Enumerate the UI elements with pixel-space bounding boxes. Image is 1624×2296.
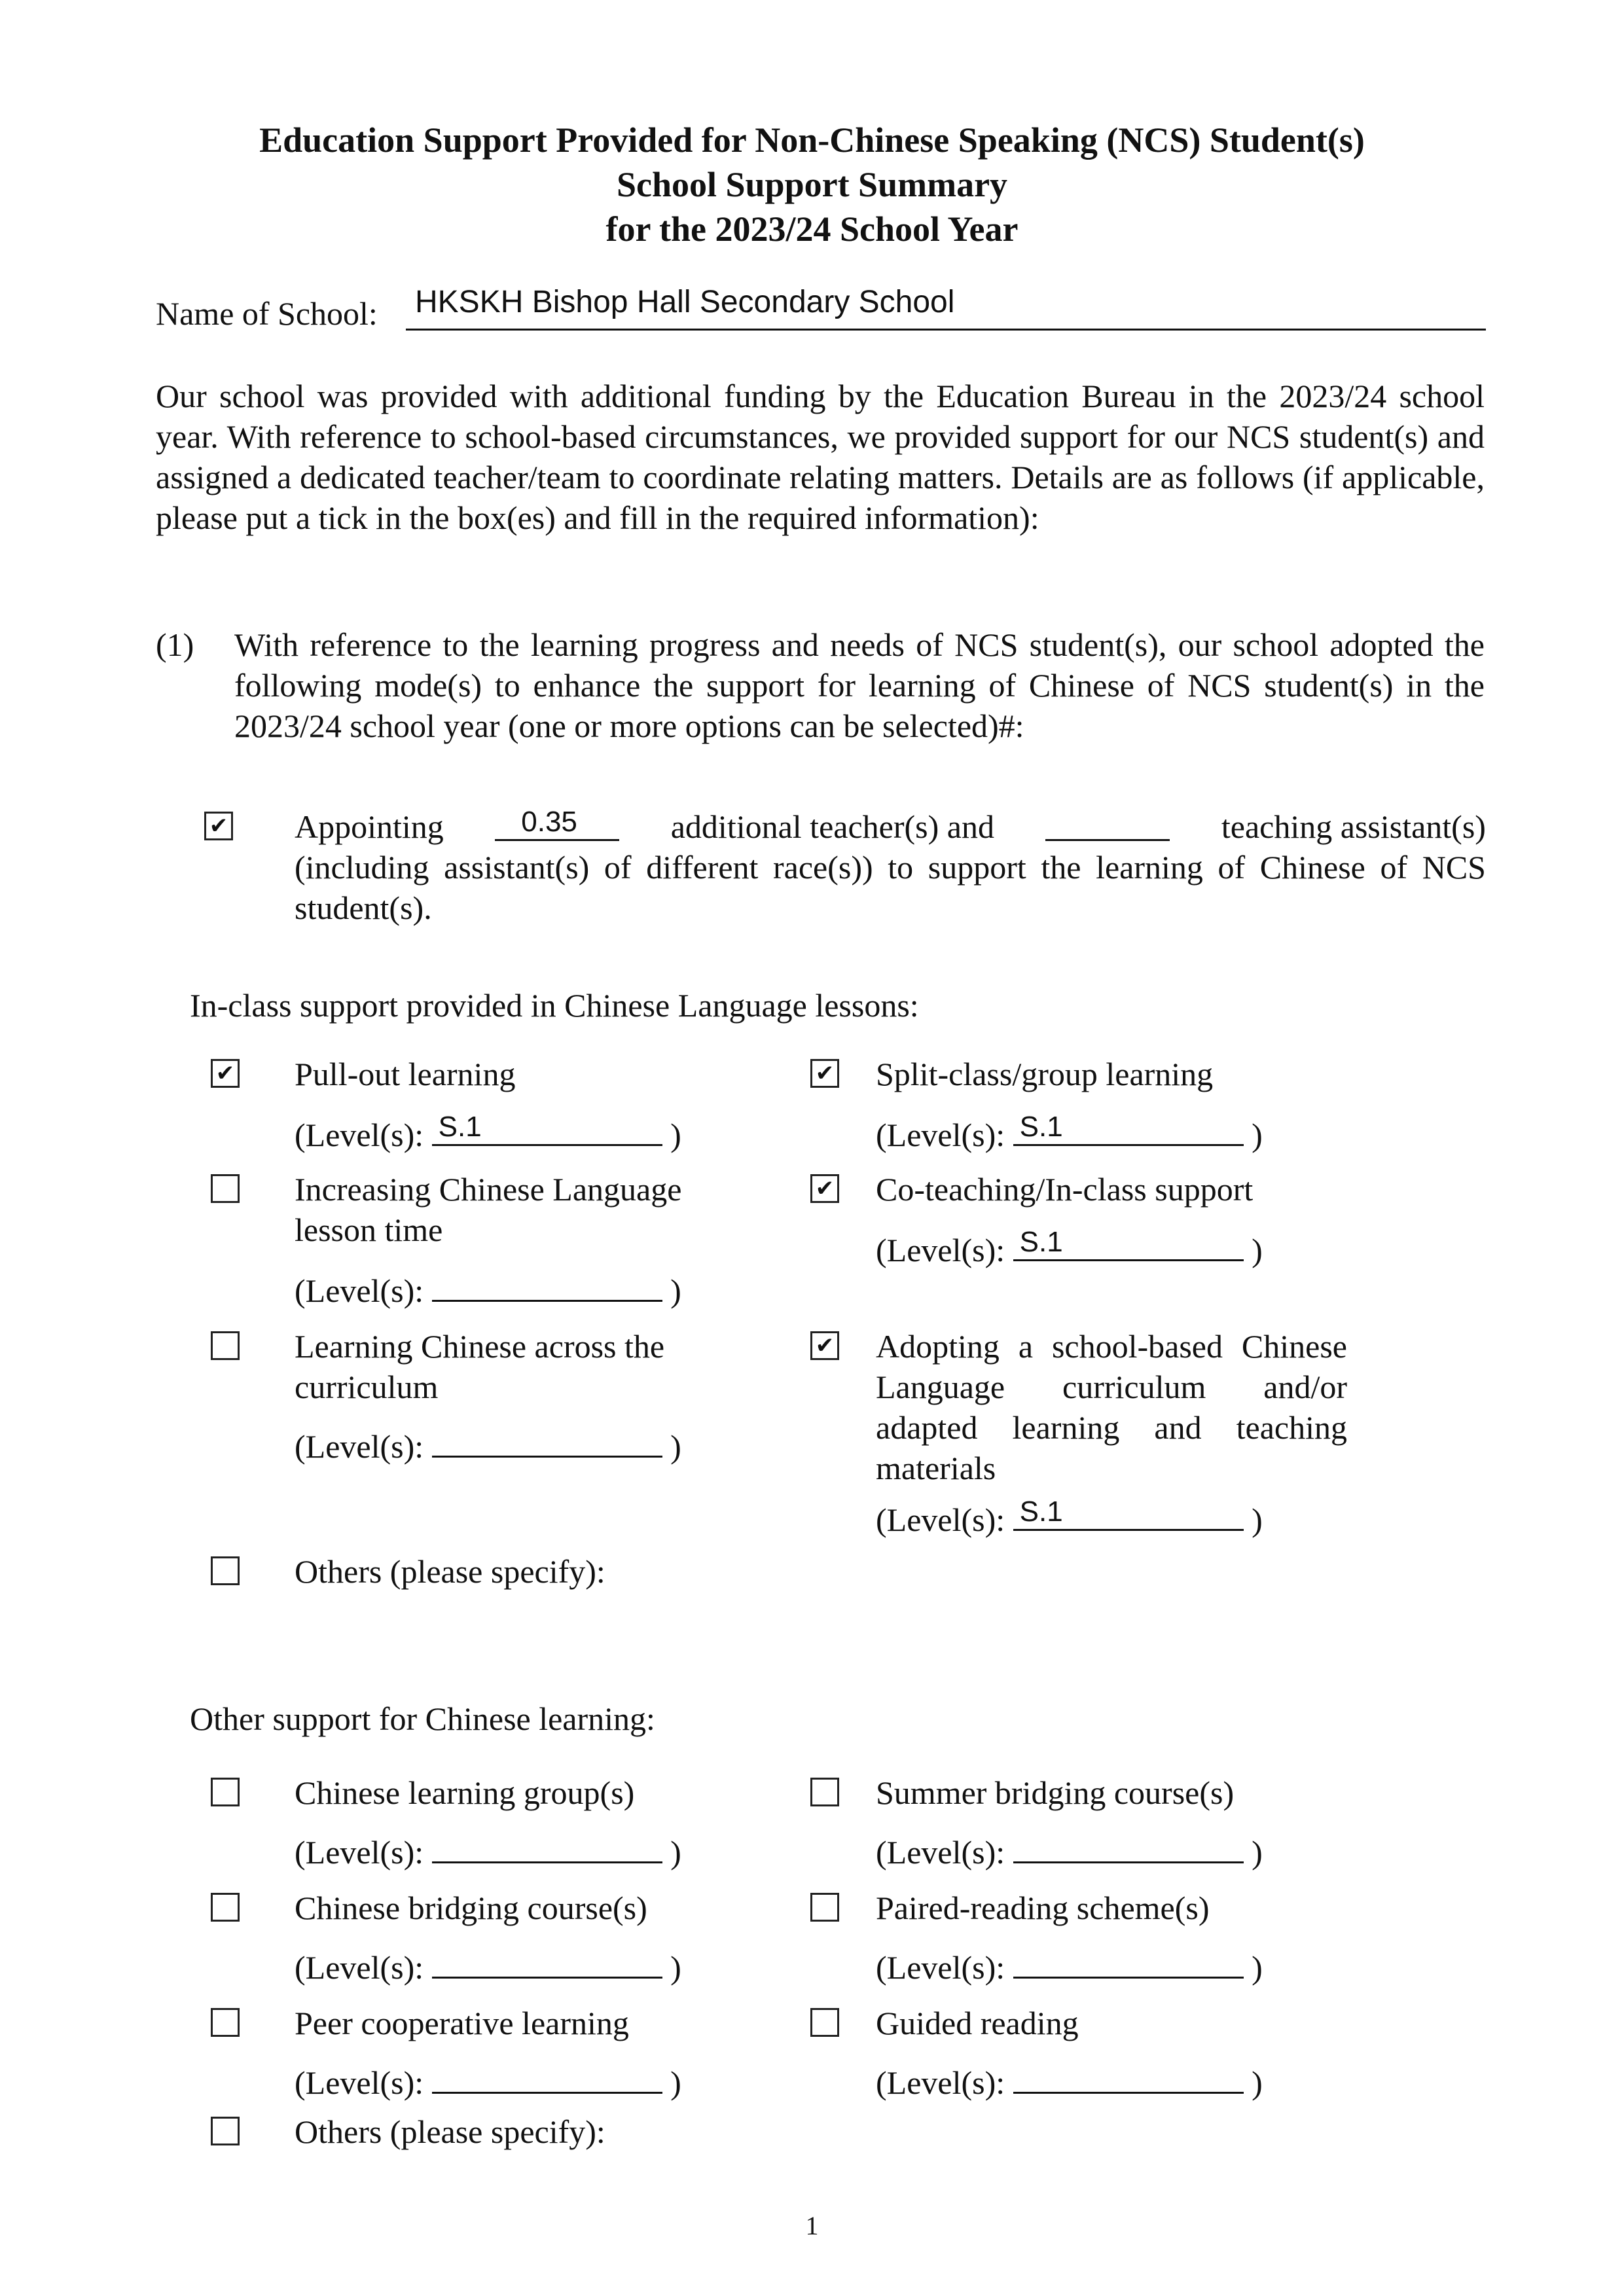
- appointing-text-2: additional teacher(s) and: [670, 808, 994, 845]
- peer-cooperative-level: (Level(s): ): [295, 2059, 681, 2103]
- check-mark-icon: ✔: [815, 1175, 835, 1202]
- summer-bridging-level-field[interactable]: [1013, 1829, 1244, 1863]
- split-class-level: (Level(s): S.1 ): [876, 1111, 1263, 1153]
- pull-out-level-field[interactable]: [432, 1111, 662, 1146]
- co-teaching-level: (Level(s): S.1 ): [876, 1226, 1263, 1268]
- pull-out-checkbox[interactable]: [211, 1059, 240, 1088]
- check-mark-icon: ✔: [215, 1060, 235, 1086]
- title-line-3: for the 2023/24 School Year: [605, 209, 1019, 249]
- paired-reading-checkbox[interactable]: [810, 1893, 839, 1922]
- split-class-checkbox[interactable]: [810, 1059, 839, 1088]
- lesson-time-level: (Level(s): ): [295, 1267, 681, 1311]
- lesson-time-level-field[interactable]: [432, 1267, 662, 1302]
- paired-reading-level-field[interactable]: [1013, 1944, 1244, 1979]
- co-teaching-label: Co-teaching/In-class support: [876, 1171, 1254, 1208]
- bridging-course-label: Chinese bridging course(s): [295, 1890, 647, 1926]
- peer-cooperative-label: Peer cooperative learning: [295, 2005, 629, 2041]
- bridging-course-checkbox[interactable]: [211, 1893, 240, 1922]
- school-based-curriculum-label: Adopting a school-based Chinese Language curriculum and/or adapted learning and teaching materials: [876, 1328, 1347, 1486]
- bridging-course-level: (Level(s): ): [295, 1944, 681, 1988]
- page-title: [0, 118, 1624, 251]
- paired-reading-level: (Level(s): ): [876, 1944, 1263, 1988]
- school-based-curriculum-level-field[interactable]: [1013, 1496, 1244, 1531]
- title-line-1: Education Support Provided for Non-Chinese Speaking (NCS) Student(s): [259, 120, 1365, 160]
- check-mark-icon: ✔: [815, 1333, 835, 1359]
- school-name-label: Name of School:: [156, 295, 378, 332]
- peer-cooperative-checkbox[interactable]: [211, 2008, 240, 2037]
- co-teaching-level-value: S.1: [1019, 1226, 1063, 1258]
- pull-out-label: Pull-out learning: [295, 1056, 516, 1092]
- pull-out-level: (Level(s): S.1 ): [295, 1111, 681, 1153]
- guided-reading-level-field[interactable]: [1013, 2059, 1244, 2094]
- learning-group-level-field[interactable]: [432, 1829, 662, 1863]
- appointing-text-4: (including assistant(s) of different race(s)) to support the learning of Chinese of NCS student(s).: [295, 849, 1486, 926]
- in-class-others-label: Others (please specify):: [295, 1553, 605, 1590]
- title-line-2: School Support Summary: [616, 165, 1008, 204]
- other-support-others-checkbox[interactable]: [211, 2117, 240, 2145]
- assistants-count-field[interactable]: [1045, 806, 1170, 841]
- across-curriculum-checkbox[interactable]: [211, 1331, 240, 1360]
- appointing-text-1: Appointing: [295, 808, 444, 845]
- teachers-count-field[interactable]: [495, 806, 619, 841]
- check-mark-icon: ✔: [209, 813, 228, 839]
- paired-reading-label: Paired-reading scheme(s): [876, 1890, 1210, 1926]
- in-class-heading: In-class support provided in Chinese Language lessons:: [190, 987, 919, 1024]
- across-curriculum-level-field[interactable]: [432, 1423, 662, 1458]
- section-text: With reference to the learning progress and needs of NCS student(s), our school adopted the following mode(s) to enhance the support for learning of Chinese of NCS student(s) in the 2023/24 school year (one or more options can be selected)#:: [234, 626, 1485, 744]
- school-name-field[interactable]: [406, 281, 1486, 331]
- lesson-time-checkbox[interactable]: [211, 1174, 240, 1203]
- pull-out-level-value: S.1: [438, 1111, 482, 1143]
- across-curriculum-label: Learning Chinese across the curriculum: [295, 1328, 665, 1405]
- in-class-others-checkbox[interactable]: [211, 1556, 240, 1585]
- guided-reading-checkbox[interactable]: [810, 2008, 839, 2037]
- check-mark-icon: ✔: [815, 1060, 835, 1086]
- summer-bridging-checkbox[interactable]: [810, 1778, 839, 1806]
- learning-group-label: Chinese learning group(s): [295, 1774, 635, 1811]
- bridging-course-level-field[interactable]: [432, 1944, 662, 1979]
- school-based-curriculum-level-value: S.1: [1019, 1496, 1063, 1528]
- other-support-others-label: Others (please specify):: [295, 2113, 605, 2150]
- appointing-text: [295, 806, 1486, 928]
- guided-reading-level: (Level(s): ): [876, 2059, 1263, 2103]
- across-curriculum-level: (Level(s): ): [295, 1423, 681, 1467]
- intro-paragraph: Our school was provided with additional funding by the Education Bureau in the 2023/24 school year. With reference to school-based circumstances, we provided support for our NCS student(s) and assigned a dedicated teacher/team to coordinate relating matters. Details are as follows (if applicable, please put a tick in the box(es) and fill in the required information):: [156, 378, 1485, 536]
- learning-group-level: (Level(s): ): [295, 1829, 681, 1873]
- school-based-curriculum-level: (Level(s): S.1 ): [876, 1496, 1263, 1538]
- other-support-heading: Other support for Chinese learning:: [190, 1700, 655, 1737]
- lesson-time-label: Increasing Chinese Language lesson time: [295, 1171, 682, 1248]
- split-class-label: Split-class/group learning: [876, 1056, 1214, 1092]
- learning-group-checkbox[interactable]: [211, 1778, 240, 1806]
- school-based-curriculum-checkbox[interactable]: [810, 1331, 839, 1360]
- co-teaching-checkbox[interactable]: [810, 1174, 839, 1203]
- summer-bridging-label: Summer bridging course(s): [876, 1774, 1235, 1811]
- page-number: 1: [805, 2211, 819, 2240]
- split-class-level-field[interactable]: [1013, 1111, 1244, 1146]
- peer-cooperative-level-field[interactable]: [432, 2059, 662, 2094]
- appointing-checkbox[interactable]: [204, 812, 233, 840]
- split-class-level-value: S.1: [1019, 1111, 1063, 1143]
- teachers-count-value: 0.35: [521, 806, 577, 838]
- guided-reading-label: Guided reading: [876, 2005, 1079, 2041]
- appointing-text-3: teaching assistant(s): [1221, 808, 1486, 845]
- summer-bridging-level: (Level(s): ): [876, 1829, 1263, 1873]
- section-number: (1): [156, 626, 194, 663]
- school-name-value: HKSKH Bishop Hall Secondary School: [415, 285, 955, 319]
- co-teaching-level-field[interactable]: [1013, 1227, 1244, 1261]
